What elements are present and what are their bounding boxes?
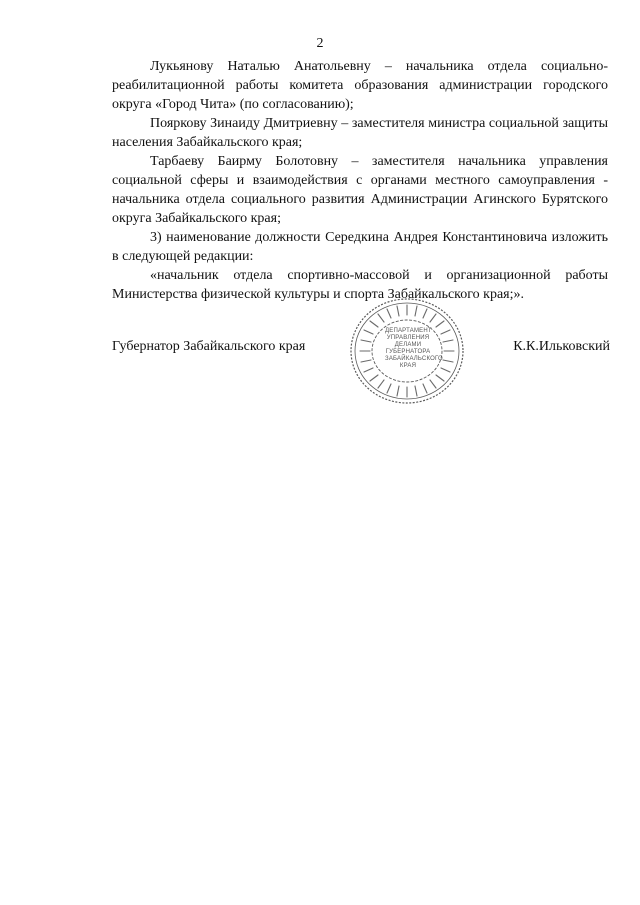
- paragraph-poyarkova: Пояркову Зинаиду Дмитриевну – заместителя министра социальной защиты населения Забайкальского края;: [112, 116, 608, 150]
- official-stamp-seal: [348, 296, 466, 406]
- paragraph-amendment: 3) наименование должности Середкина Андрея Константиновича изложить в следующей редакции:: [112, 230, 608, 264]
- signature-block: [0, 296, 640, 406]
- signatory-title: Губернатор Забайкальского края: [112, 339, 306, 354]
- stamp-center-text: ДЕПАРТАМЕНТ УПРАВЛЕНИЯ ДЕЛАМИ ГУБЕРНАТОРА ЗАБАЙКАЛЬСКОГО КРАЯ: [385, 328, 443, 369]
- document-body: [112, 57, 608, 304]
- signatory-name: К.К.Ильковский: [513, 339, 610, 354]
- page-number: 2: [316, 36, 324, 51]
- paragraph-lukyanova: Лукьянову Наталью Анатольевну – начальника отдела социально-реабилитационной работы комитета образования администрации городского округа «Город Чита» (по согласованию);: [112, 59, 608, 112]
- paragraph-new-title: «начальник отдела спортивно-массовой и организационной работы Министерства физической культуры и спорта Забайкальского края;».: [112, 268, 608, 302]
- paragraph-tarbaeva: Тарбаеву Баирму Болотовну – заместителя начальника управления социальной сферы и взаимодействия с органами местного самоуправления - начальника отдела социального развития Администрации Агинского Бурятского округа Забайкальского края;: [112, 154, 608, 226]
